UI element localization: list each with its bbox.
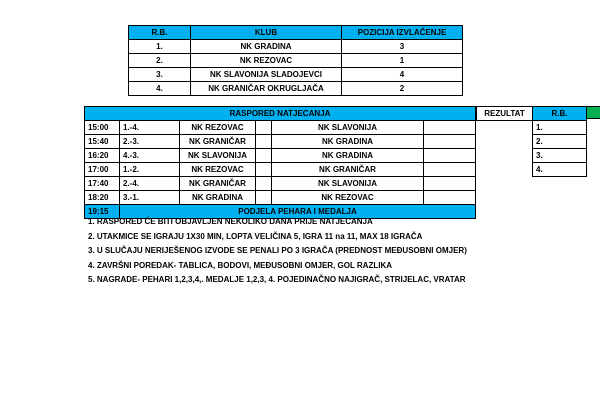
separator-cell [256, 121, 272, 135]
schedule-header-row [85, 107, 476, 121]
schedule-table [84, 106, 476, 219]
final-label: PODJELA PEHARA I MEDALJA [120, 205, 476, 219]
draw-club: NK GRADINA [191, 40, 342, 54]
match-pairing: 3.-1. [120, 191, 180, 205]
away-team: NK GRADINA [272, 135, 424, 149]
ranking-rb: 1. [533, 121, 587, 135]
draw-position: 1 [342, 54, 463, 68]
draw-club: NK REZOVAC [191, 54, 342, 68]
home-team: NK SLAVONIJA [180, 149, 256, 163]
away-team: NK GRANIČAR [272, 163, 424, 177]
result-header: REZULTAT [477, 107, 533, 121]
note-item: 4. ZAVRŠNI POREDAK- TABLICA, BODOVI, MEĐUSOBNI OMJER, GOL RAZLIKA [88, 260, 393, 270]
draw-header-club: KLUB [191, 26, 342, 40]
match-pairing: 1.-4. [120, 121, 180, 135]
note-item: 5. NAGRADE- PEHARI 1,2,3,4,. MEDALJE 1,2,3, 4. POJEDINAČNO NAJIGRAČ, STRIJELAC, VRATAR [88, 275, 466, 284]
match-pairing: 4.-3. [120, 149, 180, 163]
home-team: NK GRADINA [180, 191, 256, 205]
separator-cell [256, 191, 272, 205]
separator-cell [256, 177, 272, 191]
home-team: NK REZOVAC [180, 121, 256, 135]
note-item: 3. U SLUČAJU NERIJEŠENOG IZVODE SE PENALI PO 3 IGRAČA (PREDNOST MEĐUSOBNI OMJER) [88, 246, 467, 255]
draw-rb: 3. [129, 68, 191, 82]
schedule-title: RASPORED NATJECANJA [85, 107, 476, 121]
result-cell [424, 163, 476, 177]
match-pairing: 2.-3. [120, 135, 180, 149]
table-row [533, 135, 587, 149]
note-item: 1. RASPORED ĆE BITI OBJAVLJEN NEKOLIKO DANA PRIJE NATJECANJA [88, 217, 373, 226]
away-team: NK REZOVAC [272, 191, 424, 205]
ranking-rb: 3. [533, 149, 587, 163]
table-row [533, 163, 587, 177]
match-time: 16:20 [85, 149, 120, 163]
notes-list [88, 215, 467, 288]
ranking-header: R.B. [533, 107, 587, 121]
draw-header-rb: R.B. [129, 26, 191, 40]
draw-header-position: POZICIJA IZVLAČENJE [342, 26, 463, 40]
separator-cell [256, 149, 272, 163]
result-cell [424, 135, 476, 149]
separator-cell [256, 135, 272, 149]
table-row [85, 121, 476, 135]
match-pairing: 2.-4. [120, 177, 180, 191]
result-cell [424, 121, 476, 135]
draw-club: NK SLAVONIJA SLADOJEVCI [191, 68, 342, 82]
result-table [476, 106, 533, 121]
table-row [85, 191, 476, 205]
draw-position: 3 [342, 40, 463, 54]
match-time: 17:40 [85, 177, 120, 191]
table-row [85, 135, 476, 149]
table-row [129, 40, 463, 54]
final-time: 19:15 [85, 205, 120, 219]
result-cell [424, 191, 476, 205]
home-team: NK GRANIČAR [180, 135, 256, 149]
table-row [85, 163, 476, 177]
match-time: 18:20 [85, 191, 120, 205]
match-time: 17:00 [85, 163, 120, 177]
result-cell [424, 149, 476, 163]
match-pairing: 1.-2. [120, 163, 180, 177]
table-row [129, 82, 463, 96]
draw-position: 4 [342, 68, 463, 82]
draw-rb: 4. [129, 82, 191, 96]
draw-club: NK GRANIČAR OKRUGLJAČA [191, 82, 342, 96]
result-cell [424, 177, 476, 191]
ranking-rb: 4. [533, 163, 587, 177]
table-row [85, 149, 476, 163]
home-team: NK REZOVAC [180, 163, 256, 177]
draw-rb: 2. [129, 54, 191, 68]
separator-cell [256, 163, 272, 177]
note-item: 2. UTAKMICE SE IGRAJU 1X30 MIN, LOPTA VELIČINA 5, IGRA 11 na 11, MAX 18 IGRAČA [88, 231, 423, 241]
ranking-rb: 2. [533, 135, 587, 149]
match-time: 15:40 [85, 135, 120, 149]
green-header-strip [586, 106, 600, 119]
table-row [85, 177, 476, 191]
table-row [129, 54, 463, 68]
away-team: NK GRADINA [272, 149, 424, 163]
table-row [533, 121, 587, 135]
draw-position: 2 [342, 82, 463, 96]
ranking-table [532, 106, 587, 177]
draw-rb: 1. [129, 40, 191, 54]
table-row [129, 68, 463, 82]
match-time: 15:00 [85, 121, 120, 135]
draw-header-row [129, 26, 463, 40]
home-team: NK GRANIČAR [180, 177, 256, 191]
table-row [533, 149, 587, 163]
draw-table [128, 25, 463, 96]
away-team: NK SLAVONIJA [272, 177, 424, 191]
away-team: NK SLAVONIJA [272, 121, 424, 135]
